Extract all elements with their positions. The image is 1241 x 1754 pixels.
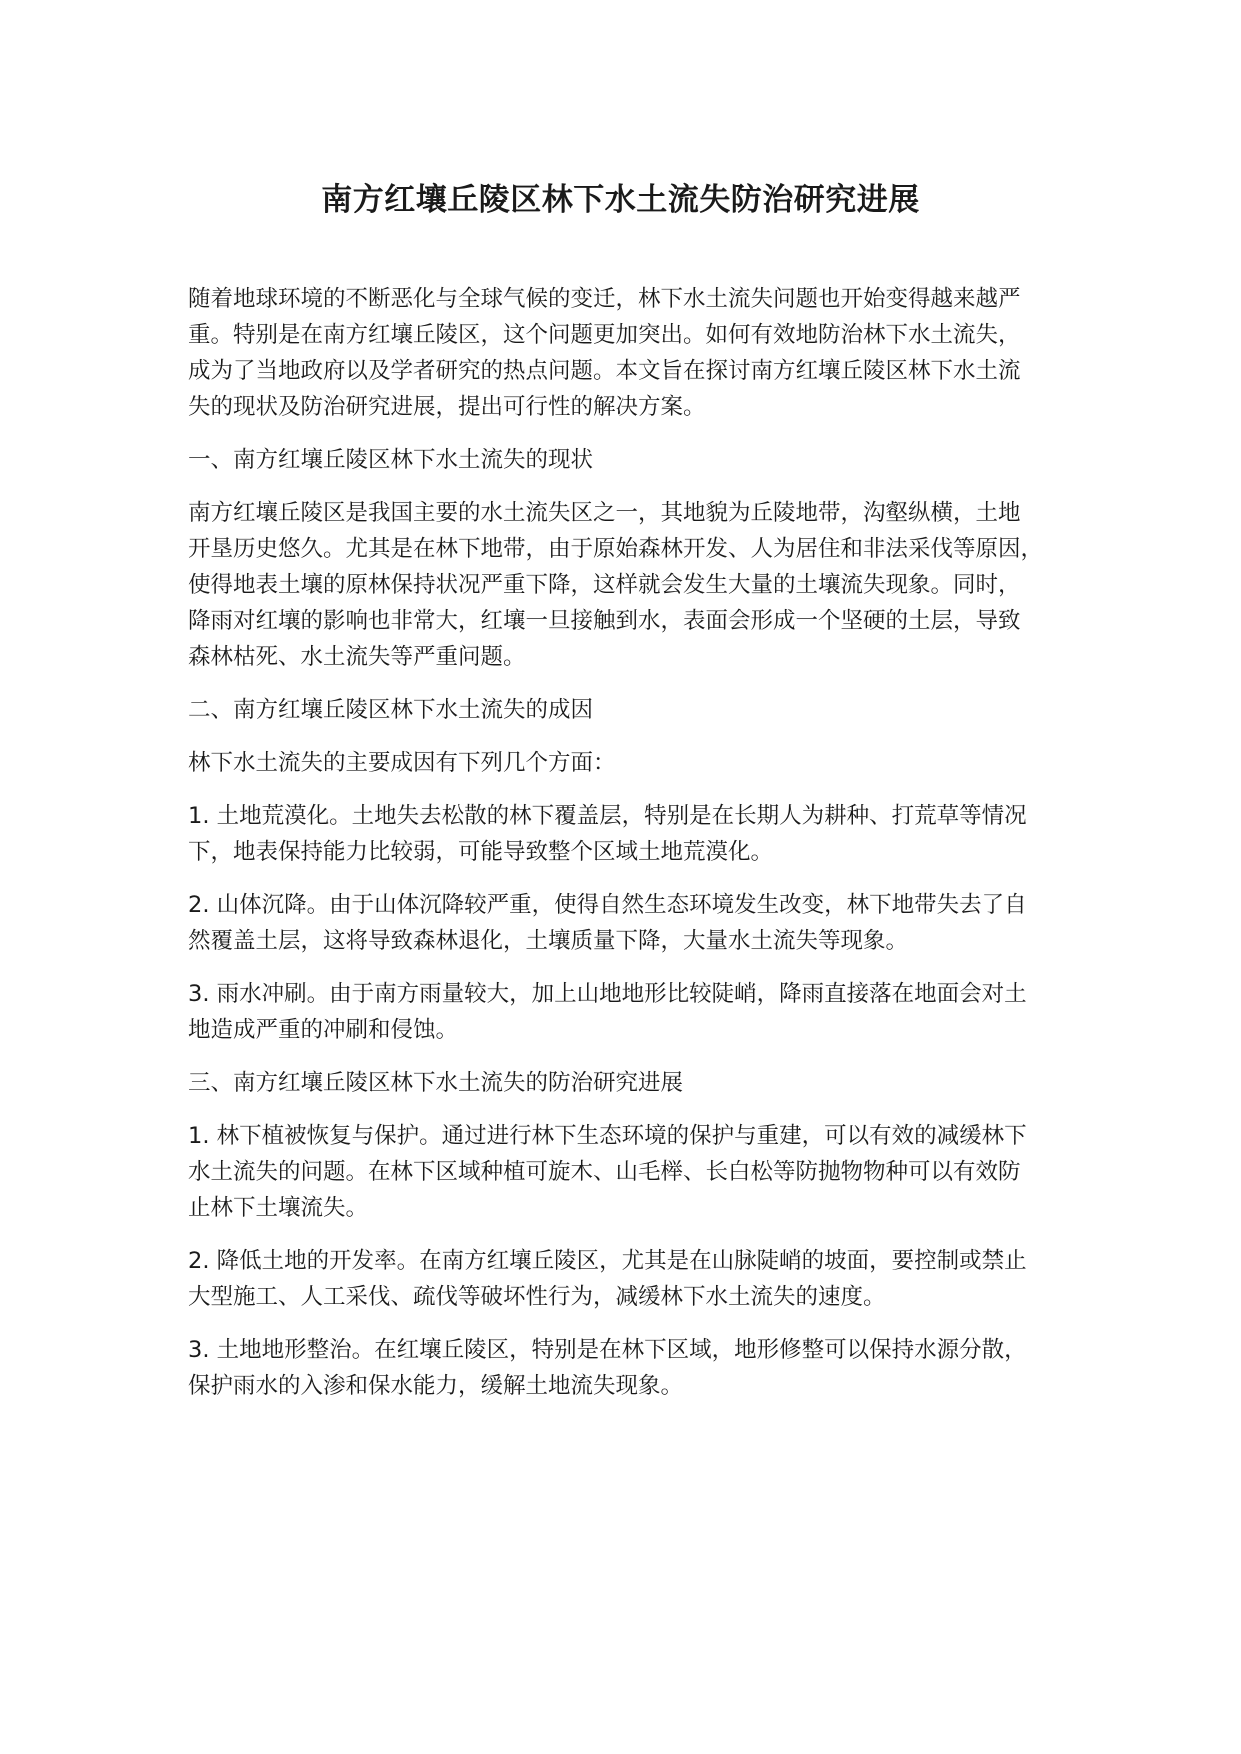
text-line: 森林枯死、水土流失等严重问题。 bbox=[188, 644, 526, 670]
text-line: 2. 降低土地的开发率。在南方红壤丘陵区，尤其是在山脉陡峭的坡面，要控制或禁止 bbox=[188, 1248, 1027, 1274]
text-line: 使得地表土壤的原林保持状况严重下降，这样就会发生大量的土壤流失现象。同时， bbox=[188, 572, 1021, 598]
text-line: 3. 雨水冲刷。由于南方雨量较大，加上山地地形比较陡峭，降雨直接落在地面会对土 bbox=[188, 981, 1027, 1007]
intro-paragraph bbox=[188, 281, 1058, 425]
text-line: 大型施工、人工采伐、疏伐等破坏性行为，减缓林下水土流失的速度。 bbox=[188, 1284, 886, 1310]
text-line: 然覆盖土层，这将导致森林退化，土壤质量下降，大量水土流失等现象。 bbox=[188, 928, 909, 954]
section3-item-3 bbox=[188, 1332, 1058, 1404]
section1-paragraph bbox=[188, 495, 1058, 675]
text-line: 2. 山体沉降。由于山体沉降较严重，使得自然生态环境发生改变，林下地带失去了自 bbox=[188, 892, 1027, 918]
text-line: 成为了当地政府以及学者研究的热点问题。本文旨在探讨南方红壤丘陵区林下水土流 bbox=[188, 358, 1021, 384]
section3-item-2 bbox=[188, 1243, 1058, 1315]
text-line: 随着地球环境的不断恶化与全球气候的变迁，林下水土流失问题也开始变得越来越严 bbox=[188, 286, 1021, 312]
section2-item-1 bbox=[188, 798, 1058, 870]
section2-item-2 bbox=[188, 887, 1058, 959]
text-line: 地造成严重的冲刷和侵蚀。 bbox=[188, 1017, 459, 1043]
text-line: 止林下土壤流失。 bbox=[188, 1195, 369, 1221]
section-heading-1: 一、南方红壤丘陵区林下水土流失的现状 bbox=[188, 447, 594, 473]
text-line: 下，地表保持能力比较弱，可能导致整个区域土地荒漠化。 bbox=[188, 839, 774, 865]
section2-intro bbox=[188, 745, 1058, 781]
text-line: 1. 土地荒漠化。土地失去松散的林下覆盖层，特别是在长期人为耕种、打荒草等情况 bbox=[188, 803, 1027, 829]
text-line: 开垦历史悠久。尤其是在林下地带，由于原始森林开发、人为居住和非法采伐等原因， bbox=[188, 536, 1044, 562]
section-heading-2: 二、南方红壤丘陵区林下水土流失的成因 bbox=[188, 697, 594, 723]
text-line: 水土流失的问题。在林下区域种植可旋木、山毛榉、长白松等防抛物物种可以有效防 bbox=[188, 1159, 1021, 1185]
text-line: 林下水土流失的主要成因有下列几个方面： bbox=[188, 750, 616, 776]
text-line: 1. 林下植被恢复与保护。通过进行林下生态环境的保护与重建，可以有效的减缓林下 bbox=[188, 1123, 1027, 1149]
text-line: 南方红壤丘陵区是我国主要的水土流失区之一，其地貌为丘陵地带，沟壑纵横，土地 bbox=[188, 500, 1021, 526]
text-line: 保护雨水的入渗和保水能力，缓解土地流失现象。 bbox=[188, 1373, 684, 1399]
text-line: 重。特别是在南方红壤丘陵区，这个问题更加突出。如何有效地防治林下水土流失， bbox=[188, 322, 1021, 348]
text-line: 3. 土地地形整治。在红壤丘陵区，特别是在林下区域，地形修整可以保持水源分散， bbox=[188, 1337, 1027, 1363]
section-heading-3: 三、南方红壤丘陵区林下水土流失的防治研究进展 bbox=[188, 1070, 684, 1096]
section3-item-1 bbox=[188, 1118, 1058, 1226]
section2-item-3 bbox=[188, 976, 1058, 1048]
text-line: 失的现状及防治研究进展，提出可行性的解决方案。 bbox=[188, 394, 706, 420]
document-title: 南方红壤丘陵区林下水土流失防治研究进展 bbox=[321, 182, 920, 218]
document-body bbox=[188, 281, 1058, 1421]
text-line: 降雨对红壤的影响也非常大，红壤一旦接触到水，表面会形成一个坚硬的土层，导致 bbox=[188, 608, 1021, 634]
